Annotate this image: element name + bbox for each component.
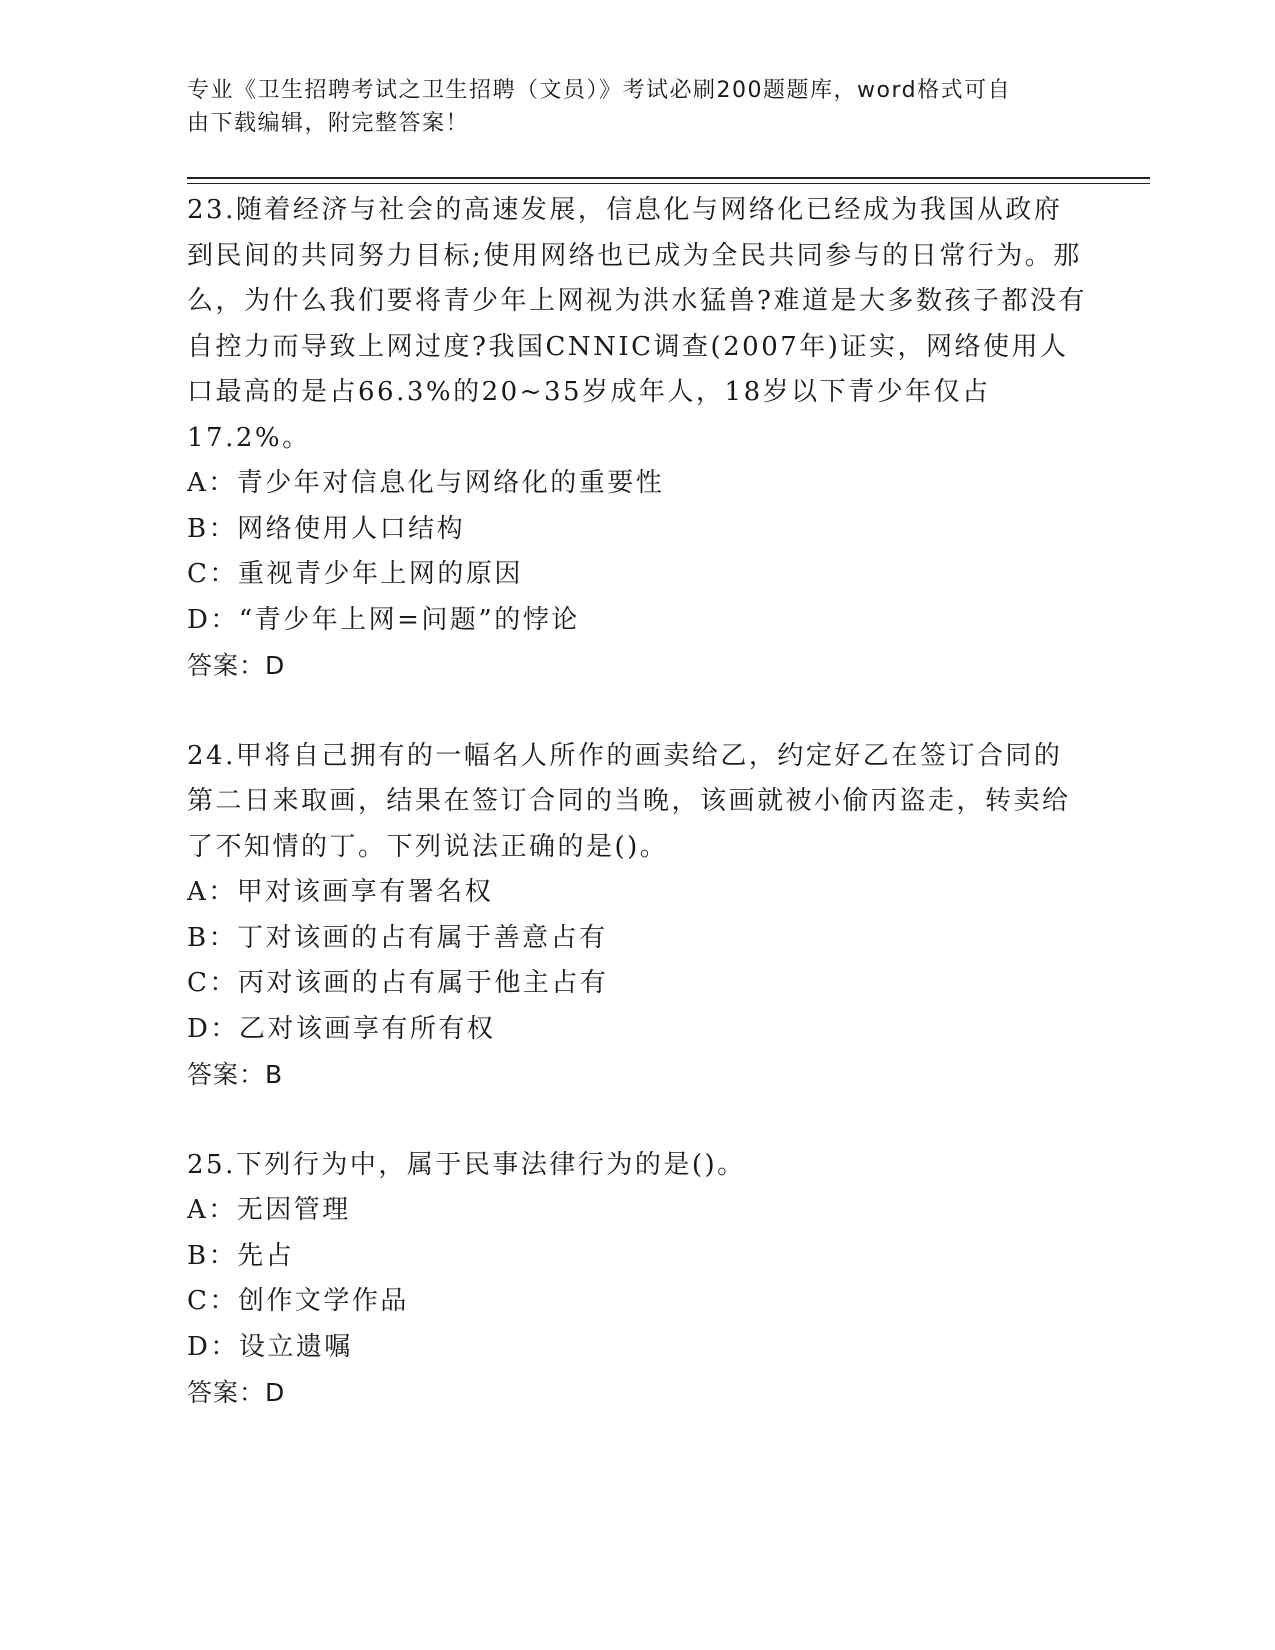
option-d: D：乙对该画享有所有权: [187, 1013, 496, 1044]
answer-label: 答案：D: [187, 1378, 286, 1407]
option-a: A：甲对该画享有署名权: [187, 877, 494, 907]
question-text: 24.甲将自己拥有的一幅名人所作的画卖给乙，约定好乙在签订合同的第二日来取画，结果在签订合同的当晚，该画就被小偷丙盗走，转卖给了不知情的丁。下列说法正确的是()。: [187, 740, 1071, 862]
document-header: [187, 74, 1067, 140]
question-text: 23.随着经济与社会的高速发展，信息化与网络化已经成为我国从政府到民间的共同努力目标;使用网络也已成为全民共同参与的日常行为。那么，为什么我们要将青少年上网视为洪水猛兽?难道是大多数孩子都没有自控力而导致上网过度?我国CNNIC调查(2007年)证实，网络使用人口最高的是占66.3%的20~35岁成年人，18岁以下青少年仅占17.2%。: [187, 195, 1087, 453]
option-a: A：青少年对信息化与网络化的重要性: [187, 468, 665, 498]
header-divider-thick: [187, 177, 1150, 179]
option-c: C：创作文学作品: [187, 1286, 409, 1316]
option-d: D：设立遗嘱: [187, 1331, 353, 1362]
question-list: [187, 188, 1087, 1416]
option-d: D：“青少年上网=问题”的悖论: [187, 604, 580, 635]
header-line-2: 由下载编辑，附完整答案！: [187, 111, 470, 136]
option-b: B：网络使用人口结构: [187, 513, 466, 544]
question-text: 25.下列行为中，属于民事法律行为的是()。: [187, 1149, 746, 1180]
question-spacer: [187, 1098, 1087, 1143]
question-spacer: [187, 689, 1087, 734]
header-line-1: 专业《卫生招聘考试之卫生招聘（文员）》考试必刷200题题库，word格式可自: [187, 78, 1012, 103]
header-divider-thin: [187, 183, 1150, 184]
answer-label: 答案：D: [187, 651, 286, 680]
question-23: [187, 188, 1087, 689]
option-a: A：无因管理: [187, 1195, 351, 1225]
question-25: [187, 1143, 1087, 1416]
question-24: [187, 734, 1087, 1098]
option-c: C：丙对该画的占有属于他主占有: [187, 968, 609, 998]
option-b: B：先占: [187, 1240, 295, 1271]
option-c: C：重视青少年上网的原因: [187, 559, 523, 589]
option-b: B：丁对该画的占有属于善意占有: [187, 922, 608, 953]
answer-label: 答案：B: [187, 1060, 284, 1089]
